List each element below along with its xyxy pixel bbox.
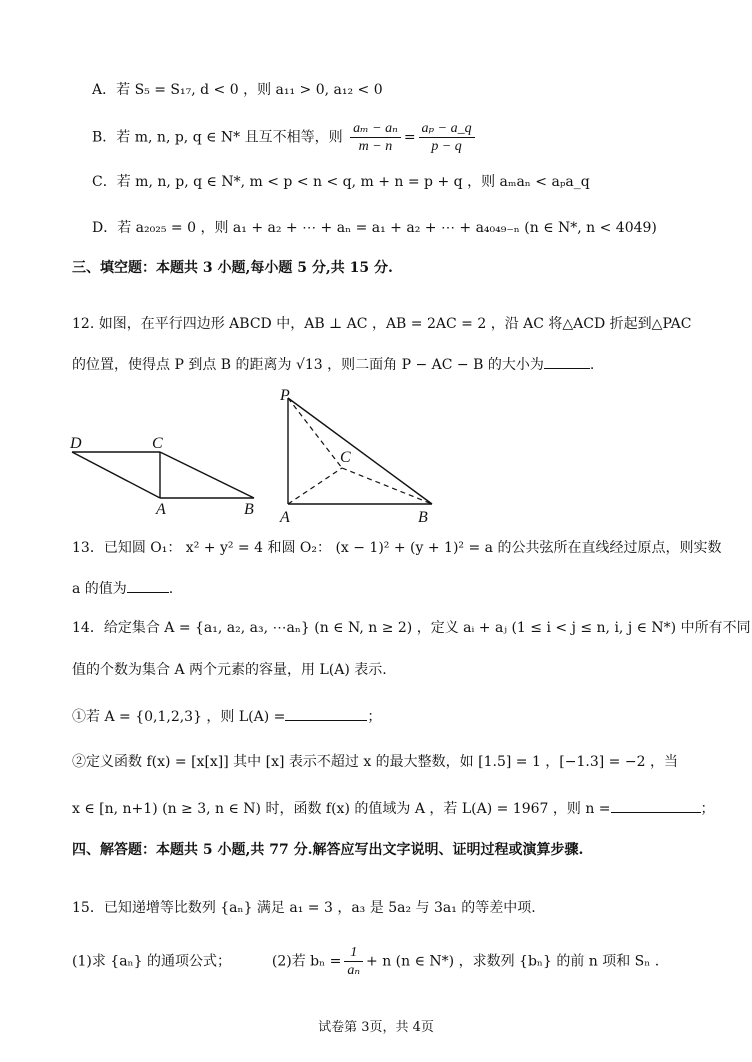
- q13-line-2-end: .: [168, 581, 174, 597]
- q15-line-1: 15．已知递增等比数列 {aₙ} 满足 a₁ = 3 ，a₃ 是 5a₂ 与 3a₁ 的等差中项.: [72, 900, 536, 916]
- option-a-text: 若 S₅ = S₁₇, d < 0 ，则 a₁₁ > 0, a₁₂ < 0: [116, 82, 383, 98]
- label-b: B: [244, 501, 254, 518]
- q14-line-2: 值的个数为集合 A 两个元素的容量，用 L(A) 表示.: [72, 662, 387, 678]
- label-d: D: [70, 435, 82, 452]
- q15-frac-numerator: 1: [344, 944, 363, 962]
- option-b-label: B．: [92, 129, 117, 146]
- q12-line-2: [72, 354, 594, 375]
- q14-part-2-blank: [611, 798, 701, 813]
- option-b-frac2-denominator: p − q: [431, 139, 462, 154]
- option-d-text: 若 a₂₀₂₅ = 0 ，则 a₁ + a₂ + ⋯ + aₙ = a₁ + a₂ + ⋯ + a₄₀₄₉₋ₙ (n ∈ N*, n < 4049): [117, 220, 657, 236]
- parallelogram-figure: [60, 428, 270, 523]
- label-b: B: [418, 509, 428, 526]
- option-b-frac1-denominator: m − n: [358, 139, 393, 154]
- q14-part-1-blank: [285, 706, 367, 721]
- q15-fraction: [344, 944, 363, 979]
- option-b: [92, 120, 478, 155]
- q14-part-2-line-1: ②定义函数 f(x) = [x[x]] 其中 [x] 表示不超过 x 的最大整数，如 [1.5] = 1 ，[−1.3] = −2 ，当: [72, 754, 678, 770]
- q15-part-1: (1)求 {aₙ} 的通项公式；: [72, 953, 231, 970]
- section-3-title: 三、填空题：本题共 3 小题,每小题 5 分,共 15 分.: [72, 260, 393, 276]
- q13-answer-blank: [127, 578, 169, 593]
- page-footer: 试卷第 3页，共 4页: [318, 1020, 434, 1035]
- option-b-frac2-numerator: aₚ − a_q: [419, 120, 475, 138]
- option-b-frac1-numerator: aₘ − aₙ: [350, 120, 401, 138]
- label-c: C: [152, 435, 163, 452]
- q13-line-2-text: a 的值为: [72, 581, 127, 597]
- option-a: [92, 80, 383, 100]
- option-b-prefix: 若 m, n, p, q ∈ N* 且互不相等，则: [116, 129, 343, 146]
- label-c: C: [340, 449, 351, 466]
- section-4-title: 四、解答题：本题共 5 小题,共 77 分.解答应写出文字说明、证明过程或演算步骤.: [72, 842, 584, 858]
- q14-part-1-end: ；: [367, 709, 382, 725]
- q14-part-1: [72, 706, 381, 727]
- q13-line-2: [72, 578, 173, 599]
- q14-part-2-text: x ∈ [n, n+1) (n ≥ 3, n ∈ N) 时，函数 f(x) 的值域为 A ，若 L(A) = 1967 ，则 n =: [72, 801, 611, 817]
- pyramid-figure: [272, 386, 442, 528]
- q15-parts: [72, 944, 659, 979]
- q14-line-1: 14．给定集合 A = {a₁, a₂, a₃, ⋯aₙ} (n ∈ N, n ≥ 2) ，定义 aᵢ + aⱼ (1 ≤ i < j ≤ n, i, j ∈ N*) 中所有不同: [72, 620, 751, 636]
- q12-line-2-text: 的位置，使得点 P 到点 B 的距离为 √13 ，则二面角 P − AC − B 的大小为: [72, 357, 544, 373]
- label-a: A: [156, 501, 166, 518]
- option-c: [92, 172, 590, 192]
- q15-part-2-suffix: + n (n ∈ N*) ，求数列 {bₙ} 的前 n 项和 Sₙ .: [366, 953, 660, 970]
- edge-cb: [160, 452, 254, 498]
- option-c-text: 若 m, n, p, q ∈ N*, m < p < n < q, m + n = p + q ，则 aₘaₙ < aₚa_q: [116, 174, 590, 190]
- option-b-fraction-2: [419, 120, 475, 155]
- edge-pc-hidden: [288, 398, 342, 468]
- label-a: A: [280, 509, 290, 526]
- q15-part-2-prefix: (2)若 bₙ =: [271, 953, 342, 970]
- edge-pb: [288, 398, 432, 504]
- q15-frac-denominator: aₙ: [347, 963, 361, 978]
- option-d: [92, 218, 657, 238]
- q14-part-2-line-2: [72, 798, 715, 819]
- q14-part-1-text: ①若 A = {0,1,2,3} ，则 L(A) =: [72, 709, 286, 725]
- q12-line-2-end: .: [589, 357, 595, 373]
- edge-ac-hidden: [288, 468, 342, 504]
- option-a-label: A．: [92, 82, 117, 98]
- q12-line-1: 12. 如图，在平行四边形 ABCD 中，AB ⊥ AC ，AB = 2AC = 2 ，沿 AC 将△ACD 折起到△PAC: [72, 316, 692, 332]
- edge-da: [72, 452, 160, 498]
- option-c-label: C．: [92, 174, 117, 190]
- option-d-label: D．: [92, 220, 118, 236]
- option-b-fraction-1: [350, 120, 401, 155]
- label-p: P: [280, 387, 290, 404]
- edge-cb-hidden: [342, 468, 432, 504]
- q12-answer-blank: [544, 354, 590, 369]
- option-b-equals: =: [403, 129, 416, 146]
- q13-line-1: 13．已知圆 O₁： x² + y² = 4 和圆 O₂： (x − 1)² + (y + 1)² = a 的公共弦所在直线经过原点，则实数: [72, 540, 722, 556]
- q14-part-2-end: ；: [700, 801, 715, 817]
